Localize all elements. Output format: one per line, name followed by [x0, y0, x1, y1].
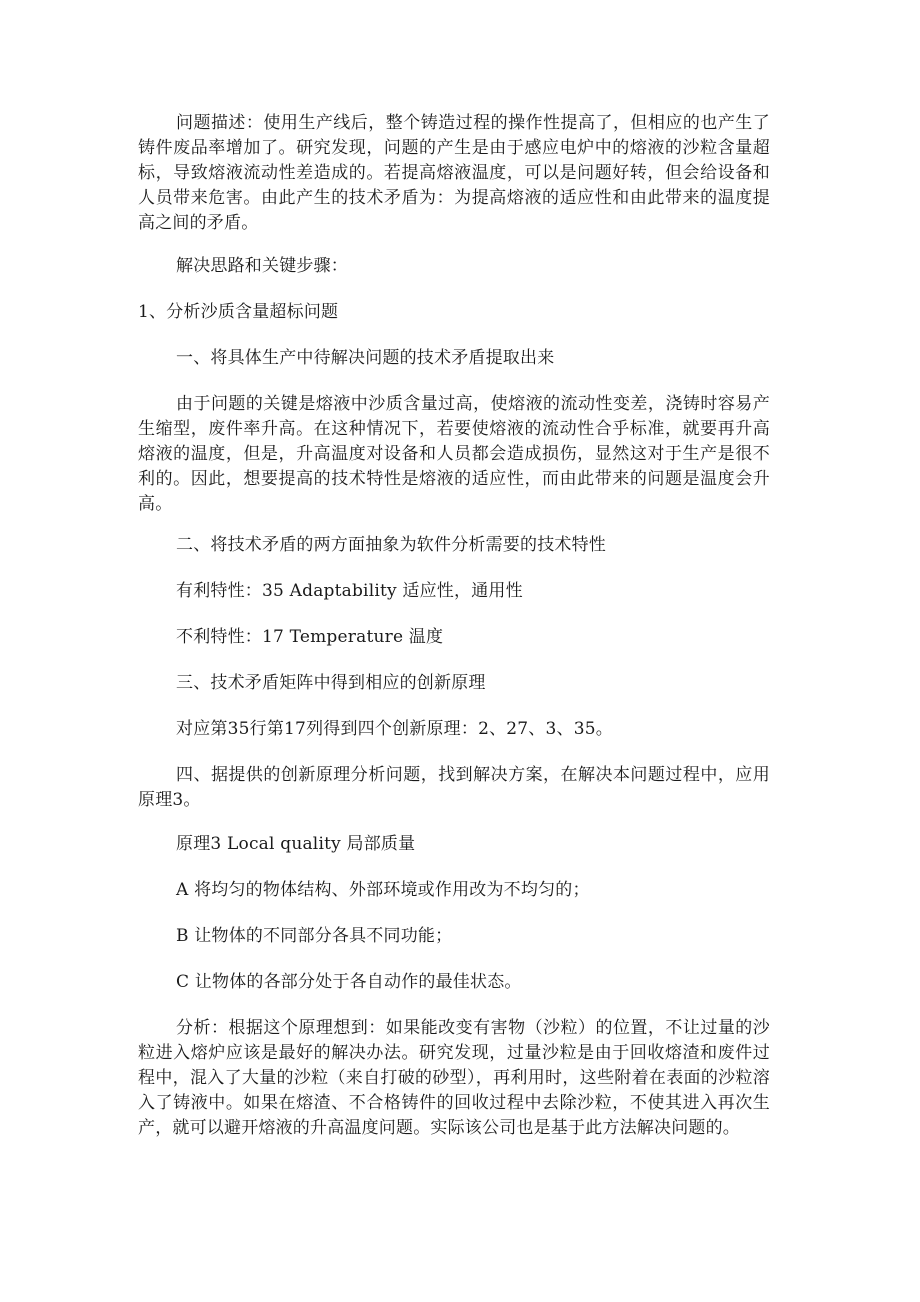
principle-item-b: B 让物体的不同部分各具不同功能； — [176, 926, 453, 946]
step-1-heading: 一、将具体生产中待解决问题的技术矛盾提取出来 — [176, 348, 555, 368]
step-2-heading: 二、将技术矛盾的两方面抽象为软件分析需要的技术特性 — [176, 535, 606, 555]
section-1-heading: 1、分析沙质含量超标问题 — [138, 302, 339, 322]
analysis-paragraph: 分析：根据这个原理想到：如果能改变有害物（沙粒）的位置，不让过量的沙粒进入熔炉应该是最好的解决办法。研究发现，过量沙粒是由于回收熔渣和废件过程中，混入了大量的沙粒（来自打破的砂型），再利用时，这些附着在表面的沙粒溶入了铸液中。如果在熔渣、不合格铸件的回收过程中去除沙粒，不使其进入再次生产，就可以避开熔液的升高温度问题。实际该公司也是基于此方法解决问题的。 — [138, 1018, 770, 1138]
matrix-result: 对应第35行第17列得到四个创新原理：2、27、3、35。 — [176, 719, 613, 739]
problem-description-paragraph: 问题描述：使用生产线后，整个铸造过程的操作性提高了，但相应的也产生了铸件废品率增加了。研究发现，问题的产生是由于感应电炉中的熔液的沙粒含量超标，导致熔液流动性差造成的。若提高熔液温度，可以是问题好转，但会给设备和人员带来危害。由此产生的技术矛盾为：为提高熔液的适应性和由此带来的温度提高之间的矛盾。 — [138, 113, 770, 233]
step-3-heading: 三、技术矛盾矩阵中得到相应的创新原理 — [176, 673, 486, 693]
favorable-feature: 有利特性：35 Adaptability 适应性，通用性 — [176, 581, 523, 601]
step-4-heading: 四、据提供的创新原理分析问题，找到解决方案，在解决本问题过程中，应用原理3。 — [138, 765, 770, 810]
principle-3-title: 原理3 Local quality 局部质量 — [176, 834, 416, 854]
principle-item-a: A 将均匀的物体结构、外部环境或作用改为不均匀的； — [176, 880, 590, 900]
principle-item-c: C 让物体的各部分处于各自动作的最佳状态。 — [176, 972, 522, 992]
solution-steps-heading: 解决思路和关键步骤： — [176, 256, 348, 276]
unfavorable-feature: 不利特性：17 Temperature 温度 — [176, 627, 444, 647]
step-1-body: 由于问题的关键是熔液中沙质含量过高，使熔液的流动性变差，浇铸时容易产生缩型，废件率升高。在这种情况下，若要使熔液的流动性合乎标准，就要再升高熔液的温度，但是，升高温度对设备和人员都会造成损伤，显然这对于生产是很不利的。因此，想要提高的技术特性是熔液的适应性，而由此带来的问题是温度会升高。 — [138, 394, 770, 514]
